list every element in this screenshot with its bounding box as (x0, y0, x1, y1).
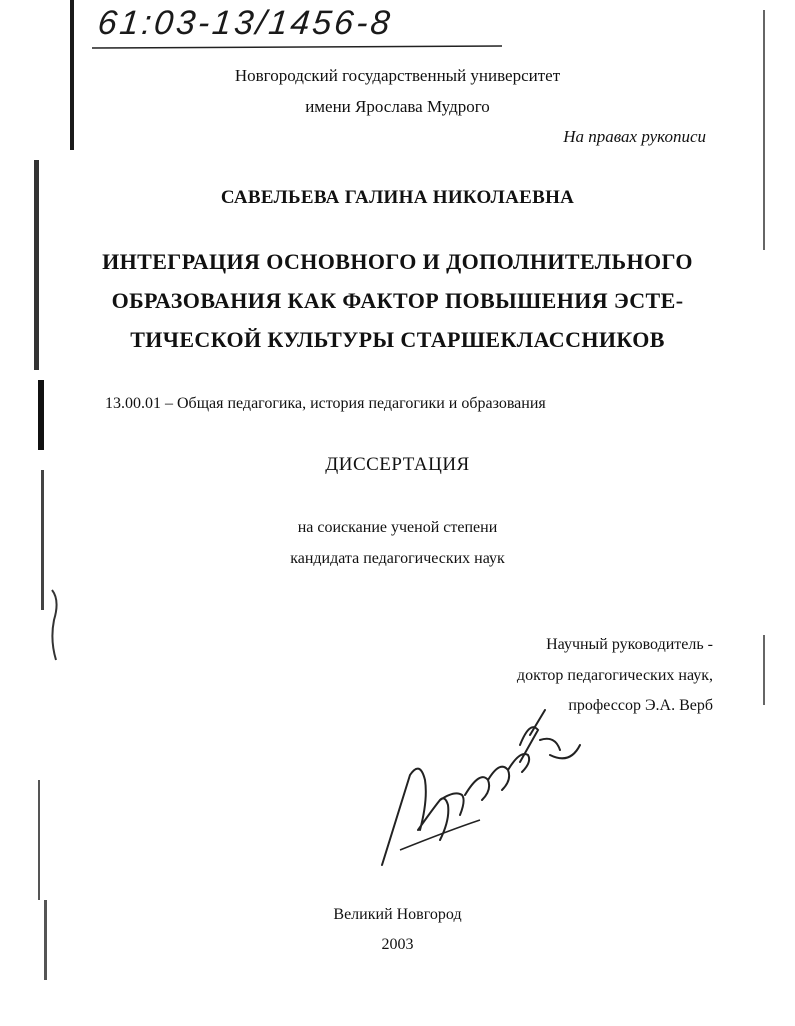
scan-right-mark (755, 0, 775, 260)
scan-edge-artifact (0, 0, 60, 1026)
specialty-code: 13.00.01 – Общая педагогика, история педагогики и образования (105, 395, 546, 412)
supervisor-name: профессор Э.А. Верб (568, 697, 713, 714)
rights-note: На правах рукописи (563, 127, 706, 146)
author-signature (370, 700, 590, 880)
document-type: ДИССЕРТАЦИЯ (325, 454, 470, 475)
year: 2003 (381, 936, 414, 953)
dissertation-title-line1: ИНТЕГРАЦИЯ ОСНОВНОГО И ДОПОЛНИТЕЛЬНОГО (102, 249, 693, 274)
author-name: САВЕЛЬЕВА ГАЛИНА НИКОЛАЕВНА (220, 187, 575, 208)
dissertation-title-line2: ОБРАЗОВАНИЯ КАК ФАКТОР ПОВЫШЕНИЯ ЭСТЕ- (111, 288, 684, 313)
degree-line1: на соискание ученой степени (297, 519, 498, 536)
university-name: Новгородский государственный университет (234, 66, 561, 85)
university-name-line2: имени Ярослава Мудрого (305, 97, 490, 116)
stamp-underline (92, 44, 512, 52)
city: Великий Новгород (333, 906, 462, 923)
supervisor-label: Научный руководитель - (546, 636, 713, 653)
scan-right-mark-lower (755, 630, 775, 710)
degree-line2: кандидата педагогических наук (290, 550, 505, 567)
supervisor-degree: доктор педагогических наук, (516, 667, 713, 684)
dissertation-title-line3: ТИЧЕСКОЙ КУЛЬТУРЫ СТАРШЕКЛАССНИКОВ (130, 327, 665, 352)
library-stamp: 61:03-13/1456-8 (96, 4, 395, 42)
